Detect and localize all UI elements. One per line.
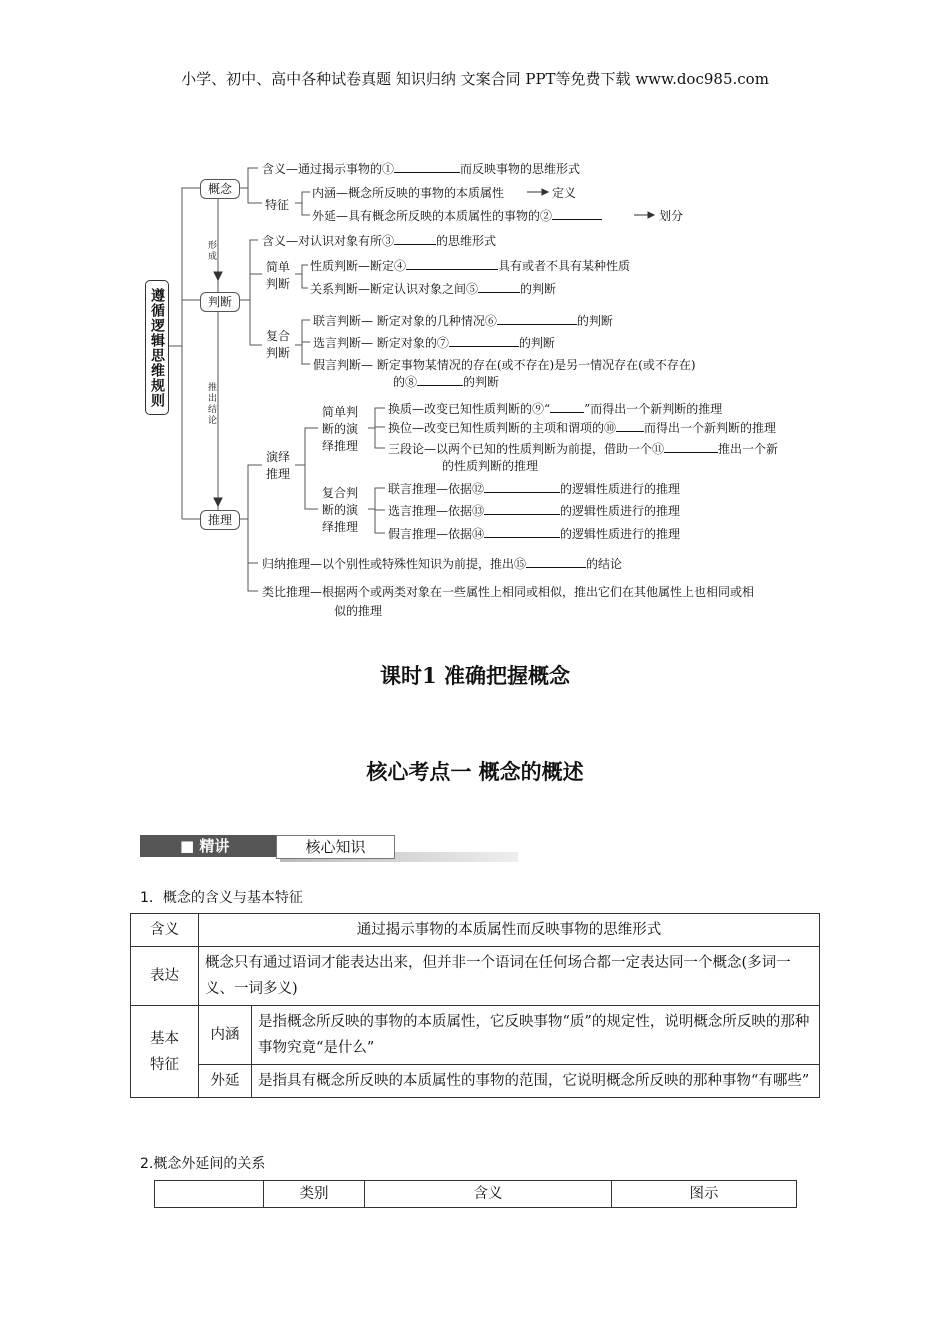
table-row (131, 1006, 820, 1065)
reasoning-conversion: 换质—改变已知性质判断的⑨“ ”而得出一个新判断的推理 (388, 402, 723, 416)
row-header: 表达 (131, 947, 199, 1006)
node-concept: 概念 (200, 179, 240, 199)
reasoning-deductive: 演绎推理 (266, 450, 291, 481)
concept-feature: 特征 (265, 198, 290, 212)
row-value: 是指概念所反映的事物的本质属性，它反映事物“质”的规定性，说明概念所反映的那种事物究竟“是什么” (252, 1006, 820, 1065)
judgment-hypothetical-2: 的⑧ 的判断 (393, 375, 500, 389)
reasoning-inductive: 归纳推理—以个别性或特殊性知识为前提，推出⑮ 的结论 (262, 557, 623, 571)
judgment-conjunctive: 联言判断— 断定对象的几种情况⑥ 的判断 (313, 314, 613, 328)
page-header: 小学、初中、高中各种试卷真题 知识归纳 文案合同 PPT等免费下载 www.doc985.com (181, 70, 769, 88)
reasoning-syllogism: 三段论—以两个已知的性质判断为前提，借助一个⑪ 推出一个新 (388, 442, 779, 456)
label-form: 形成 (206, 240, 216, 262)
judgment-meaning: 含义—对认识对象有所③ 的思维形式 (262, 234, 497, 248)
point-title: 核心考点一 概念的概述 (366, 759, 584, 784)
row-value: 通过揭示事物的本质属性而反映事物的思维形式 (199, 914, 820, 947)
sub-header: 内涵 (199, 1006, 252, 1065)
row-header: 含义 (131, 914, 199, 947)
reasoning-disjunctive: 选言推理—依据⑬ 的逻辑性质进行的推理 (388, 504, 681, 518)
sub-header: 外延 (199, 1065, 252, 1098)
table-row (131, 1065, 820, 1098)
reasoning-analogy: 类比推理—根据两个或两类对象在一些属性上相同或相似，推出它们在其他属性上也相同或相 (262, 585, 755, 599)
reasoning-syllogism-2: 的性质判断的推理 (442, 459, 539, 473)
band-dark-label: ■ 精讲 (140, 835, 276, 857)
judgment-hypothetical: 假言判断— 断定事物某情况的存在(或不存在)是另一情况存在(或不存在) (313, 358, 696, 372)
lesson-title: 课时1 准确把握概念 (380, 663, 570, 688)
concept-extension: 外延—具有概念所反映的本质属性的事物的② (312, 207, 602, 224)
header-cell: 图示 (612, 1181, 797, 1208)
section-band (140, 832, 518, 864)
table-row (131, 914, 820, 947)
judgment-relation: 关系判断—断定认识对象之间⑤ 的判断 (310, 282, 557, 296)
row-header: 基本特征 (131, 1006, 199, 1098)
concept-intension-result: 定义 (552, 186, 577, 200)
section-2-title: 2.概念外延间的关系 (140, 1156, 266, 1172)
reasoning-compound-deduct: 复合判断的演绎推理 (322, 486, 359, 534)
table-row (155, 1181, 797, 1208)
node-reasoning: 推理 (200, 510, 240, 530)
reasoning-conjunctive: 联言推理—依据⑫ 的逻辑性质进行的推理 (388, 482, 681, 496)
concept-table (130, 913, 820, 1098)
header-cell (155, 1181, 264, 1208)
concept-intension: 内涵—概念所反映的事物的本质属性 (312, 186, 505, 200)
reasoning-hypothetical: 假言推理—依据⑭ 的逻辑性质进行的推理 (388, 527, 681, 541)
reasoning-swap: 换位—改变已知性质判断的主项和谓项的⑩ 而得出一个新判断的推理 (388, 421, 777, 435)
label-derive: 推出结论 (206, 382, 216, 426)
row-value: 是指具有概念所反映的本质属性的事物的范围，它说明概念所反映的那种事物“有哪些” (252, 1065, 820, 1098)
reasoning-analogy-2: 似的推理 (334, 604, 383, 618)
mindmap-root: 遵循逻辑思维规则 (145, 280, 169, 415)
node-judgment: 判断 (200, 292, 240, 312)
judgment-simple: 简单判断 (266, 260, 291, 291)
header-cell: 含义 (365, 1181, 612, 1208)
header-cell: 类别 (264, 1181, 365, 1208)
reasoning-simple-deduct: 简单判断的演绎推理 (322, 405, 359, 453)
section-1-title: 1．概念的含义与基本特征 (140, 890, 303, 906)
judgment-property: 性质判断—断定④ 具有或者不具有某种性质 (310, 259, 631, 273)
extension-table (154, 1180, 797, 1208)
concept-extension-result: 划分 (659, 209, 684, 223)
judgment-disjunctive: 选言判断— 断定对象的⑦ 的判断 (313, 336, 555, 350)
band-light-label: 核心知识 (276, 835, 395, 859)
table-row (131, 947, 820, 1006)
judgment-compound: 复合判断 (266, 329, 291, 360)
row-value: 概念只有通过语词才能表达出来，但并非一个语词在任何场合都一定表达同一个概念(多词一义、一词多义) (199, 947, 820, 1006)
concept-meaning: 含义—通过揭示事物的① 而反映事物的思维形式 (262, 162, 581, 176)
